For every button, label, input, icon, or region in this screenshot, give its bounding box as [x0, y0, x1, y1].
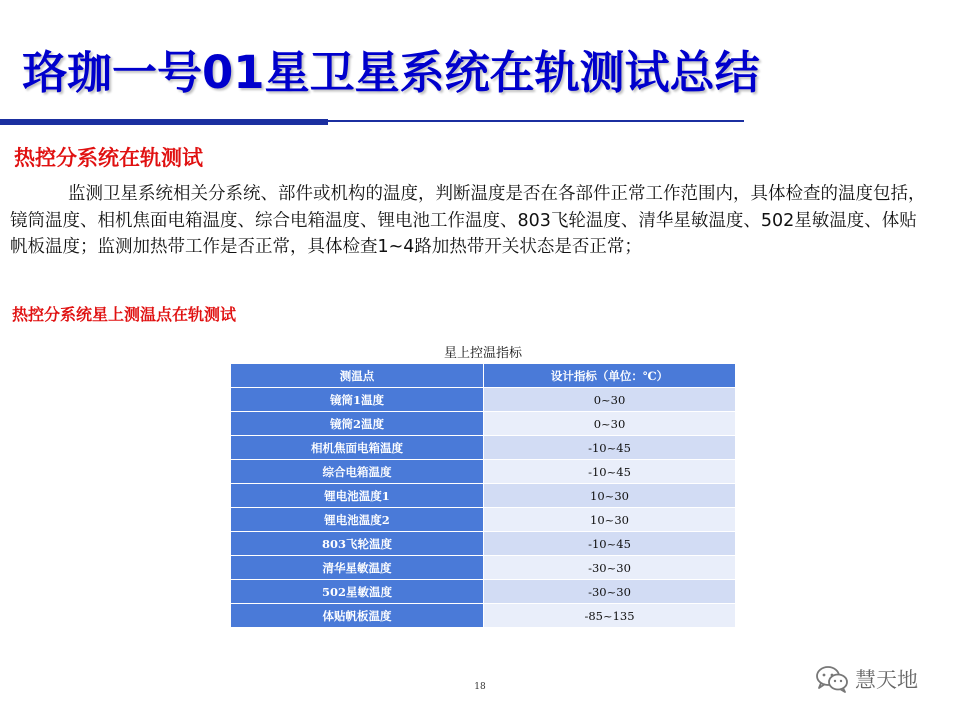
spec-range-cell: -30~30 — [484, 556, 736, 580]
table-row — [231, 460, 736, 484]
slide-title: 珞珈一号01星卫星系统在轨测试总结 — [22, 46, 760, 99]
measure-point-cell: 镜筒2温度 — [231, 412, 484, 436]
section-heading: 热控分系统在轨测试 — [14, 146, 203, 170]
spec-range-cell: -10~45 — [484, 436, 736, 460]
spec-range-cell: -10~45 — [484, 460, 736, 484]
table-row — [231, 484, 736, 508]
wechat-icon — [815, 665, 849, 693]
subsection-heading: 热控分系统星上测温点在轨测试 — [12, 305, 237, 324]
measure-point-cell: 803飞轮温度 — [231, 532, 484, 556]
body-paragraph: 监测卫星系统相关分系统、部件或机构的温度，判断温度是否在各部件正常工作范围内，具体检查的温度包括，镜筒温度、相机焦面电箱温度、综合电箱温度、锂电池工作温度、803飞轮温度、清华星敏温度、502星敏温度、体贴帆板温度；监测加热带工作是否正常，具体检查1~4路加热带开关状态是否正常； — [10, 184, 926, 257]
measure-point-cell: 502星敏温度 — [231, 580, 484, 604]
table-row — [231, 604, 736, 628]
spec-range-cell: -10~45 — [484, 532, 736, 556]
measure-point-cell: 锂电池温度1 — [231, 484, 484, 508]
watermark — [815, 664, 918, 694]
table-row — [231, 388, 736, 412]
page-number: 18 — [474, 682, 486, 692]
table-row — [231, 412, 736, 436]
table-caption: 星上控温指标 — [443, 346, 522, 361]
watermark-label: 慧天地 — [855, 668, 918, 692]
table-row — [231, 580, 736, 604]
measure-point-cell: 清华星敏温度 — [231, 556, 484, 580]
title-underline-thick — [0, 119, 328, 125]
measure-point-cell: 锂电池温度2 — [231, 508, 484, 532]
table-header-row — [231, 364, 736, 388]
measure-point-cell: 镜筒1温度 — [231, 388, 484, 412]
table-row — [231, 508, 736, 532]
header-measure-point: 测温点 — [231, 364, 484, 388]
spec-range-cell: -30~30 — [484, 580, 736, 604]
measure-point-cell: 体贴帆板温度 — [231, 604, 484, 628]
spec-range-cell: 10~30 — [484, 484, 736, 508]
spec-range-cell: 10~30 — [484, 508, 736, 532]
measure-point-cell: 相机焦面电箱温度 — [231, 436, 484, 460]
header-design-spec: 设计指标（单位：℃） — [484, 364, 736, 388]
spec-range-cell: -85~135 — [484, 604, 736, 628]
table-row — [231, 436, 736, 460]
table-row — [231, 532, 736, 556]
title-underline-thin — [328, 120, 744, 122]
table-row — [231, 556, 736, 580]
measure-point-cell: 综合电箱温度 — [231, 460, 484, 484]
spec-range-cell: 0~30 — [484, 412, 736, 436]
temperature-spec-table — [230, 363, 736, 628]
spec-range-cell: 0~30 — [484, 388, 736, 412]
